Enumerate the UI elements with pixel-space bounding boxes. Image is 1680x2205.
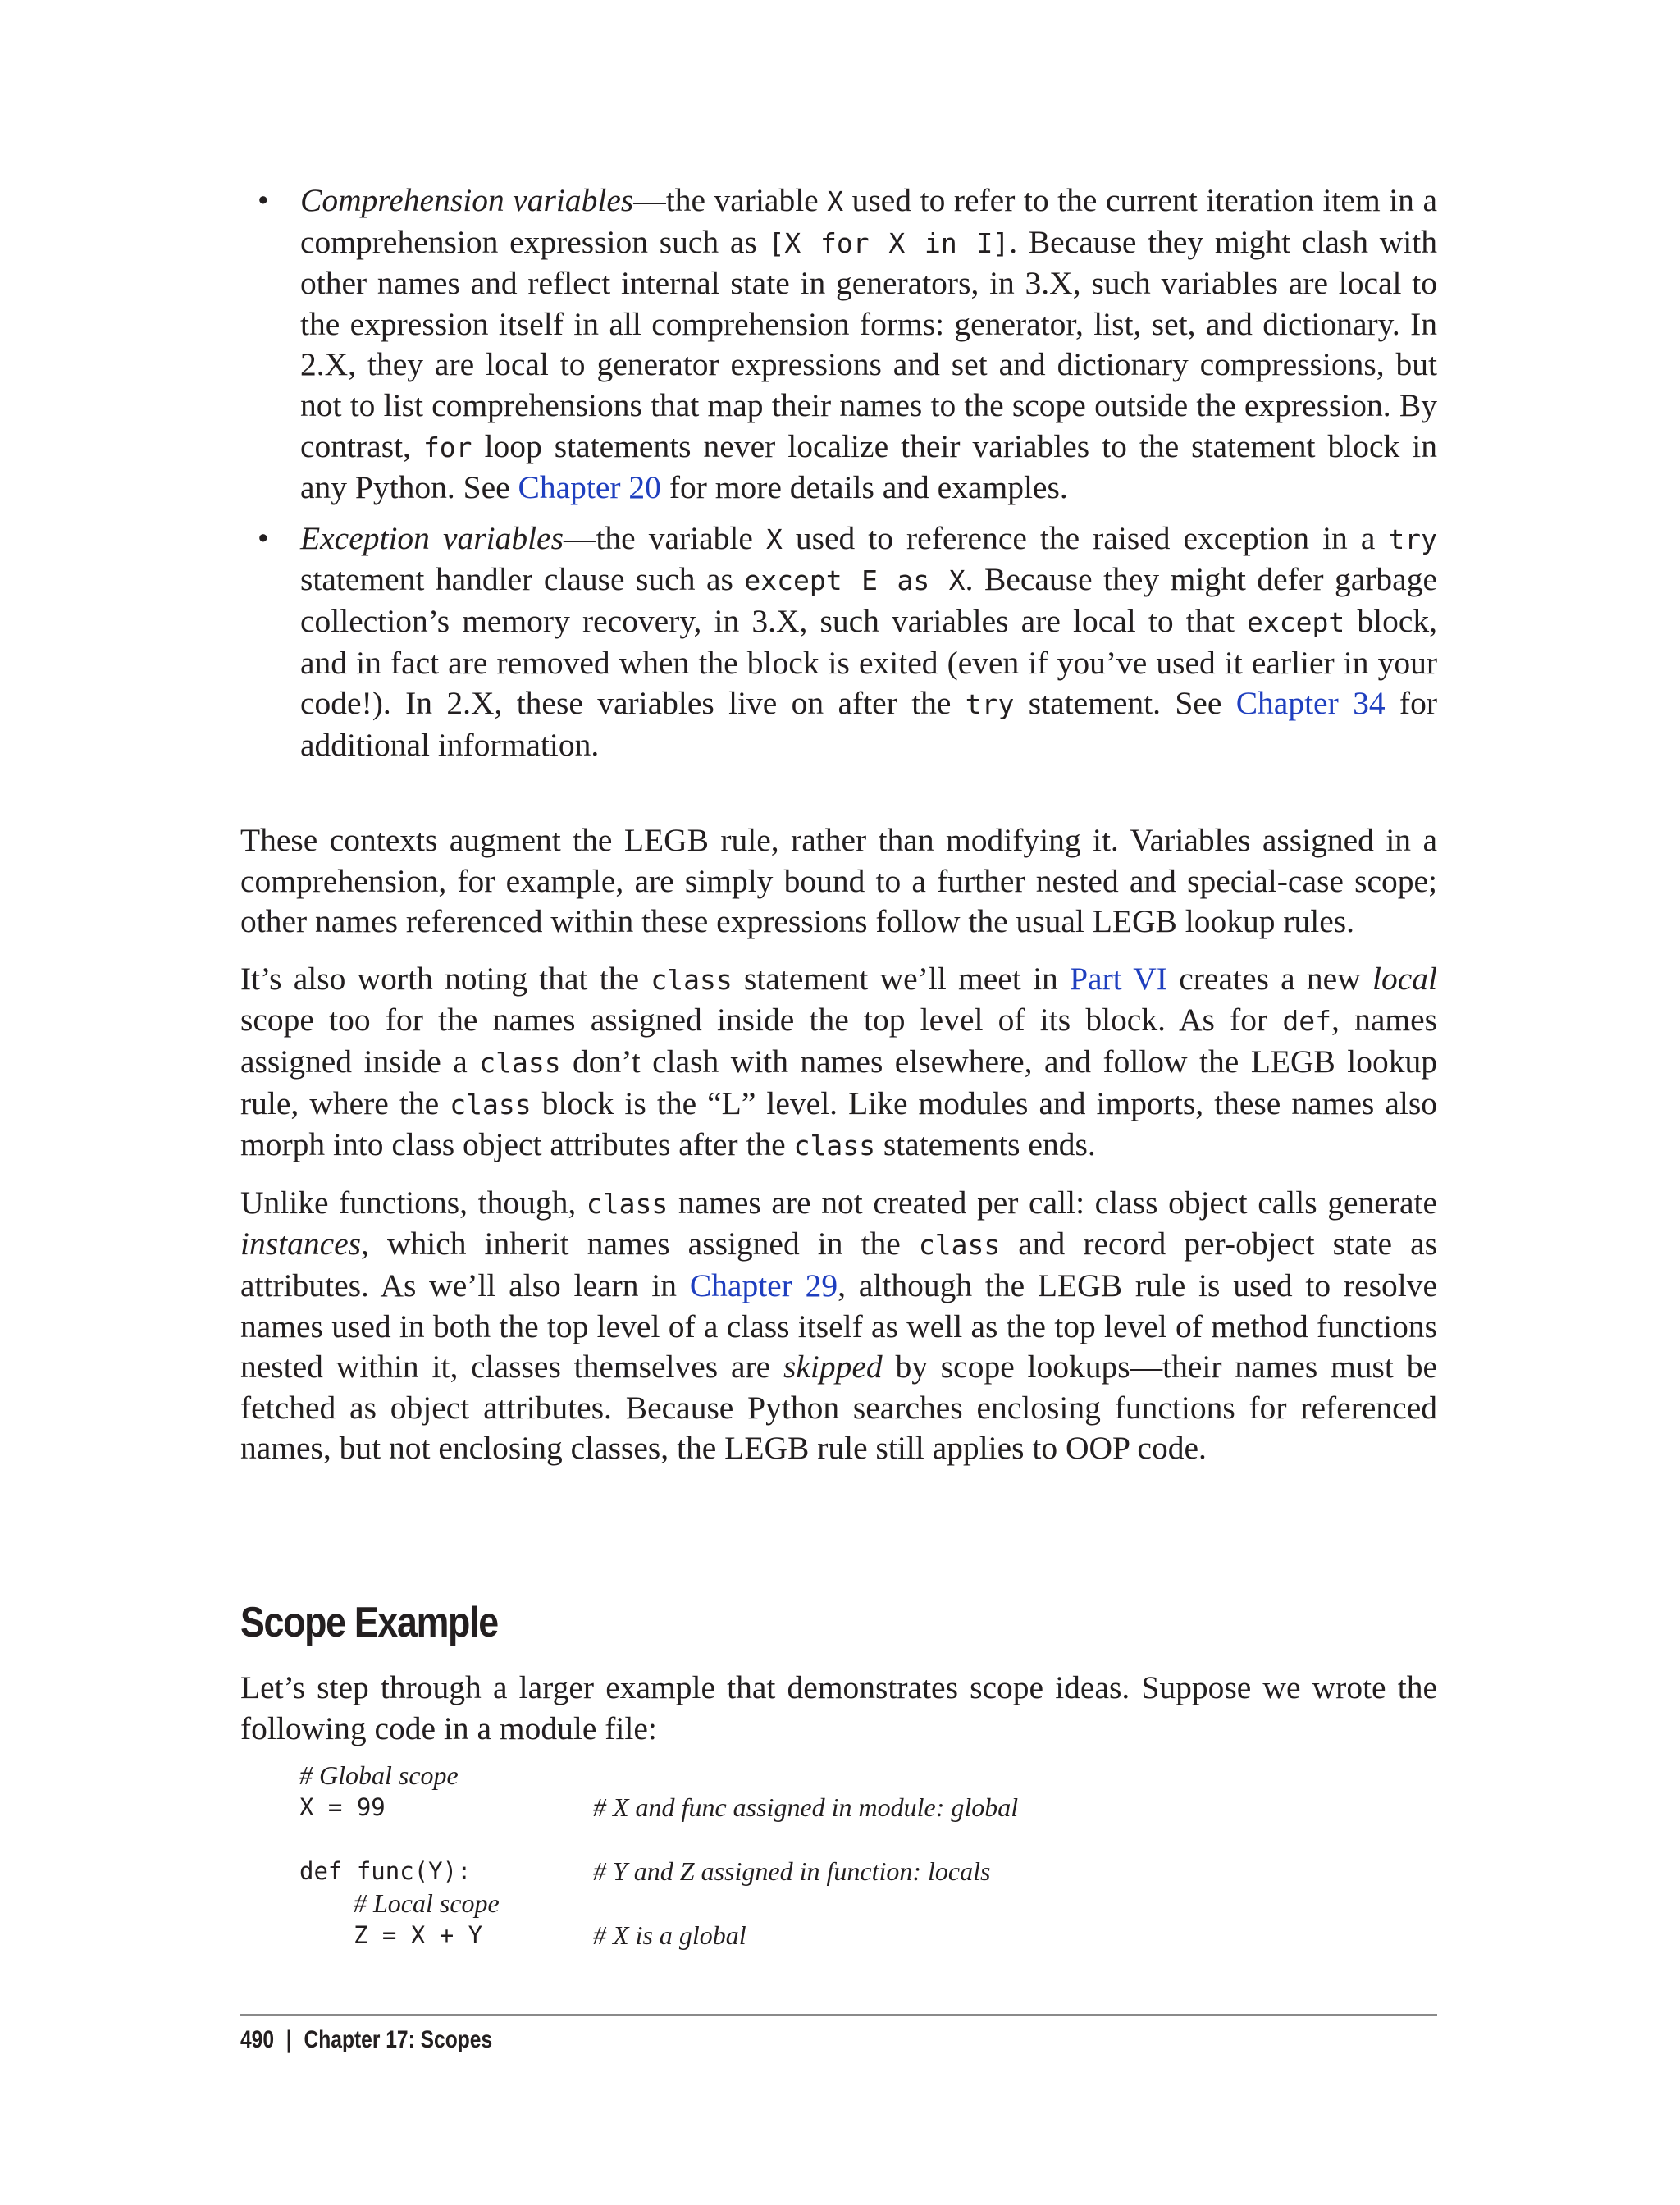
text-run: . Because they might clash with other names and reflect internal state in generators, in 3.X, such variables are local to the expression itself in all comprehension forms: generator, list, set, and dictionary. In 2.X, they are local to generator expressions and set and dictionary compressions, but not to list comprehensions that map their names to the scope outside the expression. By contrast, [300,223,1437,464]
code-statement: Z = X + Y [354,1921,483,1949]
text-run: by scope lookups—their names must be fetched as object attributes. Because Python searches enclosing functions for referenced names, but not enclosing classes, the LEGB rule still applies to OOP code. [240,1349,1437,1467]
bullet-list [240,180,1437,765]
code-comment: # Local scope [354,1888,500,1918]
cross-reference-link[interactable]: Chapter 29 [689,1267,838,1303]
text-run: Unlike functions, though, [240,1184,587,1221]
bullet-marker: • [258,520,269,556]
text-run: statement we’ll meet in [732,960,1071,997]
code-statement: def func(Y): [299,1857,472,1885]
cross-reference-link[interactable]: Chapter 20 [518,469,661,506]
paragraph-class-scope [240,959,1437,1166]
inline-code: except [1247,605,1345,638]
cross-reference-link[interactable]: Chapter 34 [1235,685,1386,722]
text-run: don’t clash with names elsewhere, and follow the LEGB lookup rule, where the [240,1043,1437,1121]
paragraph-class-instances [240,1183,1437,1469]
emphasis: skipped [783,1349,883,1386]
bullet-comprehension-variables [240,180,1437,509]
text-run: loop statements never localize their variables to the statement block in any Python. See [300,427,1437,506]
inline-code: X [827,185,844,217]
inline-code: [X for X in I] [768,226,1010,259]
text-run: —the variable [563,519,766,556]
code-statement: X = 99 [299,1793,386,1821]
inline-code: for [422,431,472,463]
bullet-body [300,182,1437,505]
bullet-exception-variables [240,518,1437,766]
inline-code: class [479,1046,561,1079]
code-line-blank [299,1824,1366,1856]
emphasis: local [1372,960,1437,997]
text-run: —the variable [633,182,828,218]
code-line-5 [299,1888,1366,1920]
inline-code: class [586,1187,669,1220]
intro-section [240,1668,1437,1749]
footer-separator: | [285,2026,292,2053]
text-run: , although the LEGB rule is used to resolve names used in both the top level of a class itself as well as the top level of method functions nested within it, classes themselves are [240,1267,1437,1386]
page-footer [240,2026,492,2054]
text-run: for more details and examples. [660,469,1068,506]
text-run: statement handler clause such as [300,561,745,598]
inline-code: def [1282,1005,1331,1038]
inline-code: try [1388,523,1437,555]
text-run: statement. See [1014,685,1236,722]
paragraph-legb-contexts [240,820,1437,943]
code-comment: # X is a global [593,1920,746,1950]
section-heading: Scope Example [240,1599,498,1646]
inline-code: try [965,688,1015,721]
footer-rule [240,2014,1437,2016]
text-run: used to refer to the current iteration item in a comprehension expression such as [300,182,1437,260]
code-line-6 [299,1920,1366,1952]
inline-code: class [450,1088,532,1121]
code-line-2 [299,1792,1366,1824]
paragraph-intro: Let’s step through a larger example that demonstrates scope ideas. Suppose we wrote the following code in a module file: [240,1669,1437,1746]
inline-code: class [651,963,733,996]
text-run: names are not created per call: class object calls generate [668,1184,1437,1221]
bullet-term: Exception variables [300,519,564,556]
bullet-marker: • [258,183,269,218]
text-run: used to reference the raised exception in a [782,519,1389,556]
text-run: block, and in fact are removed when the block is exited (even if you’ve used it earlier in your code!). In 2.X, these variables live on after the [300,602,1437,722]
text-run: creates a new [1166,960,1373,997]
body-paragraphs [240,820,1437,1469]
inline-code: class [918,1229,1001,1262]
inline-code: class [793,1130,875,1162]
text-run: and record per-object state as attributes. As we’ll also learn in [240,1226,1437,1303]
bullet-term: Comprehension variables [300,182,634,218]
code-line-1 [299,1760,1366,1792]
text-run: for additional information. [300,685,1437,763]
emphasis: instances [240,1226,362,1262]
inline-code: X [765,523,783,555]
code-comment: # Global scope [299,1760,459,1790]
code-comment: # Y and Z assigned in function: locals [593,1856,991,1886]
text-run: scope too for the names assigned inside the top level of its block. As for [240,1002,1283,1039]
text-run: block is the “L” level. Like modules and imports, these names also morph into class object attributes after the [240,1084,1437,1163]
text-run: These contexts augment the LEGB rule, rather than modifying it. Variables assigned in a comprehension, for example, are simply bound to a further nested and special-case scope; other names referenced within these expressions follow the usual LEGB lookup rules. [240,822,1437,940]
page-number: 490 [240,2026,275,2053]
bullet-section [240,180,1437,765]
text-run: , names assigned inside a [240,1002,1437,1080]
bullet-body [300,520,1437,763]
footer-chapter: Chapter 17: Scopes [304,2026,493,2053]
text-run: statements ends. [874,1126,1096,1163]
cross-reference-link[interactable]: Part VI [1070,960,1167,997]
text-run: It’s also worth noting that the [240,960,651,997]
code-example [299,1760,1366,1952]
code-comment: # X and func assigned in module: global [593,1792,1019,1822]
text-run: . Because they might defer garbage collection’s memory recovery, in 3.X, such variables are local to that [300,561,1437,639]
text-run: , which inherit names assigned in the [361,1226,919,1262]
code-line-4 [299,1856,1366,1888]
inline-code: except E as X [744,564,966,597]
